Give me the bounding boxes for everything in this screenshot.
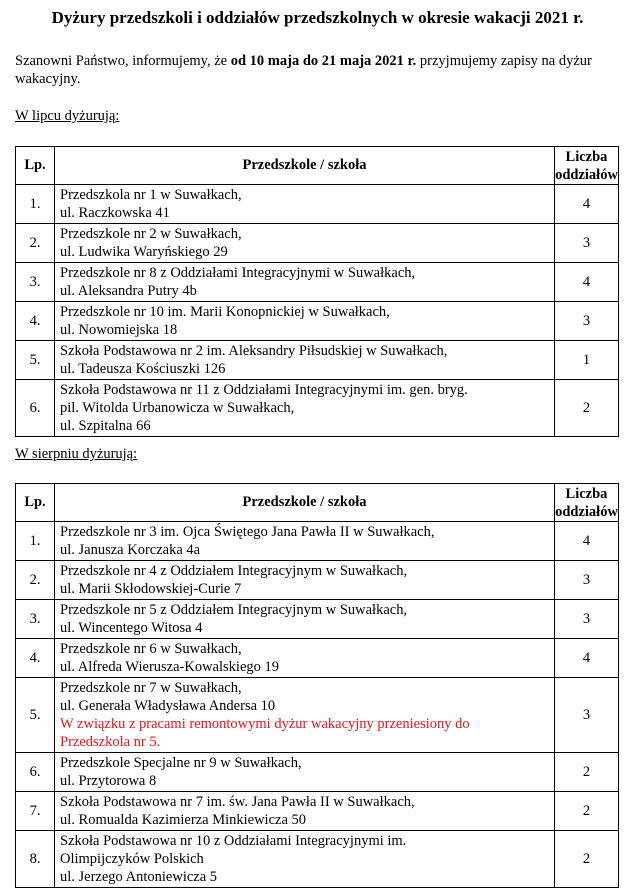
institution-cell [55,561,555,600]
group-count: 3 [555,224,619,263]
row-number: 8. [16,831,55,888]
column-header-lp: Lp. [16,147,55,185]
institution-line: ul. Aleksandra Putry 4b [60,283,197,299]
group-count: 4 [555,639,619,678]
august-heading: W sierpniu dyżurują: [15,446,138,462]
group-count: 3 [555,600,619,639]
institution-cell [55,600,555,639]
column-header-name: Przedszkole / szkoła [55,147,555,185]
table-row [16,522,619,561]
table-row [16,185,619,224]
row-number: 4. [16,639,55,678]
relocation-notice: W związku z pracami remontowymi dyżur wakacyjny przeniesiony do [60,716,470,732]
institution-cell [55,380,555,437]
intro-paragraph [15,52,625,88]
july-heading: W lipcu dyżurują: [15,108,120,124]
table-row [16,341,619,380]
row-number: 6. [16,753,55,792]
institution-cell [55,753,555,792]
row-number: 2. [16,561,55,600]
table-row [16,831,619,888]
row-number: 5. [16,678,55,753]
institution-line: Przedszkola nr 1 w Suwałkach, [60,187,242,203]
table-row [16,224,619,263]
institution-line: Przedszkole nr 2 w Suwałkach, [60,226,242,242]
table-row [16,792,619,831]
institution-line: Szkoła Podstawowa nr 11 z Oddziałami Integracyjnymi im. gen. bryg. [60,382,468,398]
institution-cell [55,678,555,753]
intro-text-start: Szanowni Państwo, informujemy, że [15,53,231,69]
institution-line: ul. Generała Władysława Andersa 10 [60,698,276,714]
row-number: 3. [16,600,55,639]
group-count: 3 [555,678,619,753]
institution-line: pil. Witolda Urbanowicza w Suwałkach, [60,400,295,416]
table-row [16,753,619,792]
august-header-row [16,484,619,522]
group-count: 4 [555,185,619,224]
group-count: 4 [555,522,619,561]
july-header-row [16,147,619,185]
institution-line: ul. Janusza Korczaka 4a [60,542,201,558]
column-header-count-line2: oddziałów [555,503,618,520]
row-number: 3. [16,263,55,302]
column-header-count-line1: Liczba [565,148,608,165]
institution-cell [55,831,555,888]
institution-line: Przedszkole nr 7 w Suwałkach, [60,680,242,696]
table-row [16,678,619,753]
row-number: 7. [16,792,55,831]
institution-line: Szkoła Podstawowa nr 7 im. św. Jana Pawła II w Suwałkach, [60,794,415,810]
institution-line: ul. Szpitalna 66 [60,418,151,434]
institution-line: ul. Tadeusza Kościuszki 126 [60,361,226,377]
institution-line: Przedszkole nr 3 im. Ojca Świętego Jana Pawła II w Suwałkach, [60,524,435,540]
relocation-notice: Przedszkola nr 5. [60,734,161,750]
group-count: 4 [555,263,619,302]
institution-line: Szkoła Podstawowa nr 10 z Oddziałami Integracyjnymi im. [60,833,407,849]
table-row [16,302,619,341]
institution-cell [55,341,555,380]
group-count: 1 [555,341,619,380]
row-number: 1. [16,522,55,561]
column-header-count [555,147,619,185]
column-header-count-line2: oddziałów [555,166,618,183]
intro-text-end: przyjmujemy zapisy na dyżur wakacyjny. [15,53,592,87]
institution-line: Przedszkole nr 4 z Oddziałem Integracyjnym w Suwałkach, [60,563,408,579]
institution-line: Przedszkole Specjalne nr 9 w Suwałkach, [60,755,302,771]
institution-cell [55,302,555,341]
row-number: 2. [16,224,55,263]
institution-line: Olimpijczyków Polskich [60,851,204,867]
table-row [16,639,619,678]
july-table [15,146,619,437]
institution-line: ul. Raczkowska 41 [60,205,170,221]
institution-line: ul. Marii Skłodowskiej-Curie 7 [60,581,242,597]
institution-cell [55,263,555,302]
institution-line: Przedszkole nr 10 im. Marii Konopnickiej w Suwałkach, [60,304,390,320]
institution-line: ul. Romualda Kazimierza Minkiewicza 50 [60,812,307,828]
column-header-lp: Lp. [16,484,55,522]
institution-line: Przedszkole nr 6 w Suwałkach, [60,641,242,657]
table-row [16,380,619,437]
institution-line: ul. Ludwika Waryńskiego 29 [60,244,228,260]
institution-line: Przedszkole nr 8 z Oddziałami Integracyjnymi w Suwałkach, [60,265,416,281]
group-count: 3 [555,302,619,341]
institution-line: ul. Jerzego Antoniewicza 5 [60,869,218,885]
institution-line: Szkoła Podstawowa nr 2 im. Aleksandry Piłsudskiej w Suwałkach, [60,343,448,359]
column-header-name: Przedszkole / szkoła [55,484,555,522]
column-header-count [555,484,619,522]
intro-date-range: od 10 maja do 21 maja 2021 r. [230,53,417,69]
row-number: 5. [16,341,55,380]
row-number: 6. [16,380,55,437]
group-count: 2 [555,753,619,792]
institution-cell [55,792,555,831]
institution-cell [55,185,555,224]
institution-line: ul. Wincentego Witosa 4 [60,620,203,636]
page-title: Dyżury przedszkoli i oddziałów przedszkolnych w okresie wakacji 2021 r. [51,8,584,27]
table-row [16,561,619,600]
table-row [16,263,619,302]
institution-line: ul. Nowomiejska 18 [60,322,178,338]
institution-cell [55,224,555,263]
row-number: 1. [16,185,55,224]
group-count: 2 [555,380,619,437]
august-table [15,483,619,888]
group-count: 2 [555,792,619,831]
institution-cell [55,522,555,561]
column-header-count-line1: Liczba [565,485,608,502]
group-count: 3 [555,561,619,600]
row-number: 4. [16,302,55,341]
institution-line: Przedszkole nr 5 z Oddziałem Integracyjnym w Suwałkach, [60,602,408,618]
institution-line: ul. Przytorowa 8 [60,773,157,789]
institution-cell [55,639,555,678]
group-count: 2 [555,831,619,888]
institution-line: ul. Alfreda Wierusza-Kowalskiego 19 [60,659,280,675]
table-row [16,600,619,639]
